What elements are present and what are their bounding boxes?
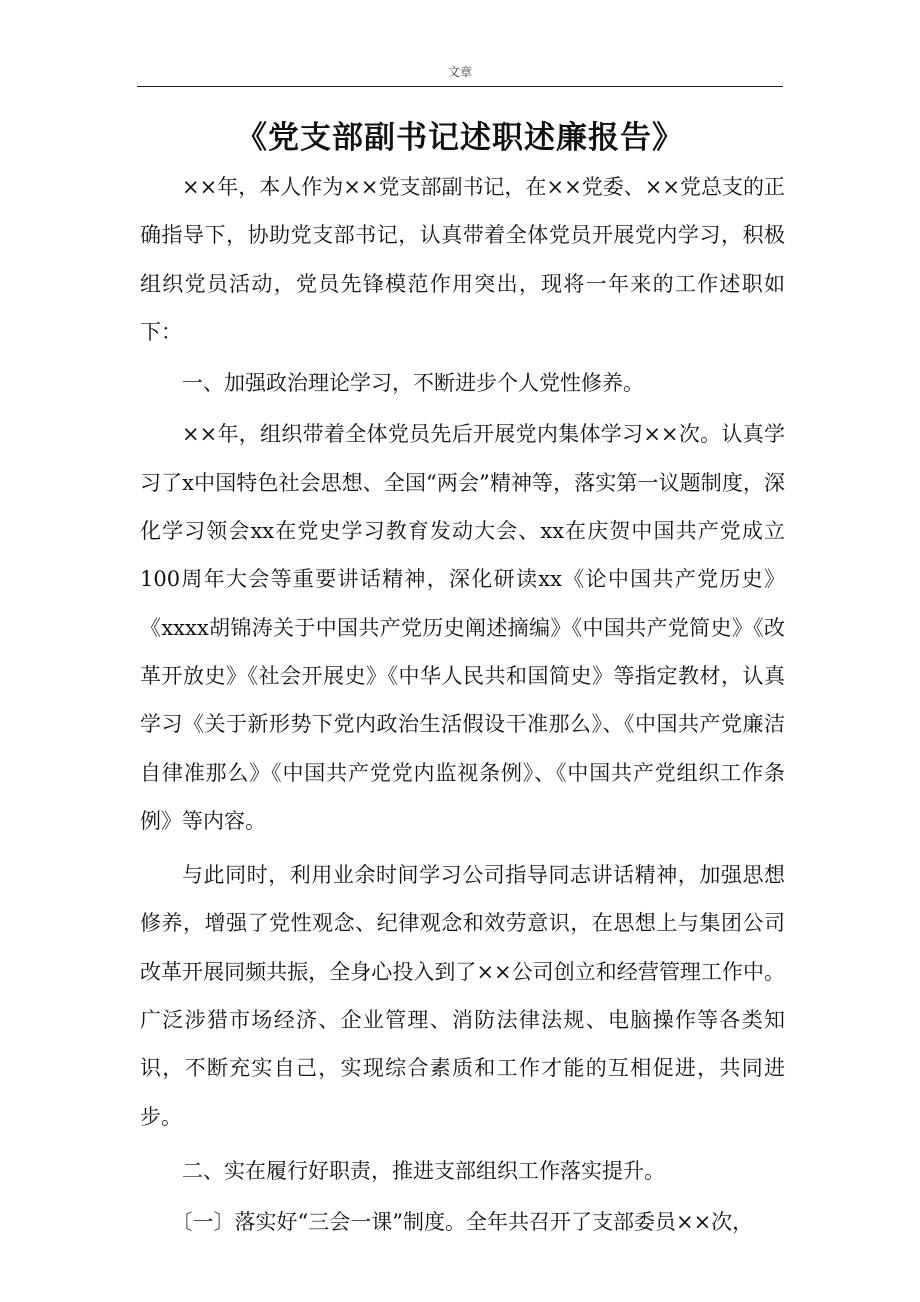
section-heading-2: 二、实在履行好职责，推进支部组织工作落实提升。 xyxy=(182,1158,665,1183)
section-heading-1: 一、加强政治理论学习，不断进步个人党性修养。 xyxy=(182,371,644,396)
document-body xyxy=(140,163,785,1247)
paragraph-self-improvement: 与此同时，利用业余时间学习公司指导同志讲话精神，加强思想修养，增强了党性观念、纪律观念和效劳意识，在思想上与集团公司改革开展同频共振，全身心投入到了××公司创立和经营管理工作中。广泛涉猎市场经济、企业管理、消防法律法规、电脑操作等各类知识，不断充实自己，实现综合素质和工作才能的互相促进，共同进步。 xyxy=(140,863,785,1129)
paragraph-item-1: 〔一〕落实好“三会一课”制度。全年共召开了支部委员××次， xyxy=(171,1210,754,1235)
paragraph-study: ××年，组织带着全体党员先后开展党内集体学习××次。认真学习了x中国特色社会思想、全国“两会”精神等，落实第一议题制度，深化学习领会xx在党史学习教育发动大会、xx在庆贺中国共产党成立100周年大会等重要讲话精神，深化研读xx《论中国共产党历史》《xxxx胡锦涛关于中国共产党历史阐述摘编》《中国共产党简史》《改革开放史》《社会开展史》《中华人民共和国简史》等指定教材，认真学习《关于新形势下党内政治生活假设干准那么》、《中国共产党廉洁自律准那么》《中国共产党党内监视条例》、《中国共产党组织工作条例》等内容。 xyxy=(140,422,785,833)
page-header xyxy=(137,62,783,87)
document-title: 《党支部副书记述职述廉报告》 xyxy=(236,120,684,156)
paragraph-intro: ××年，本人作为××党支部副书记，在××党委、××党总支的正确指导下，协助党支部书记，认真带着全体党员开展党内学习，积极组织党员活动，党员先锋模范作用突出，现将一年来的工作述职如下： xyxy=(140,175,785,344)
header-label: 文章 xyxy=(447,65,472,79)
